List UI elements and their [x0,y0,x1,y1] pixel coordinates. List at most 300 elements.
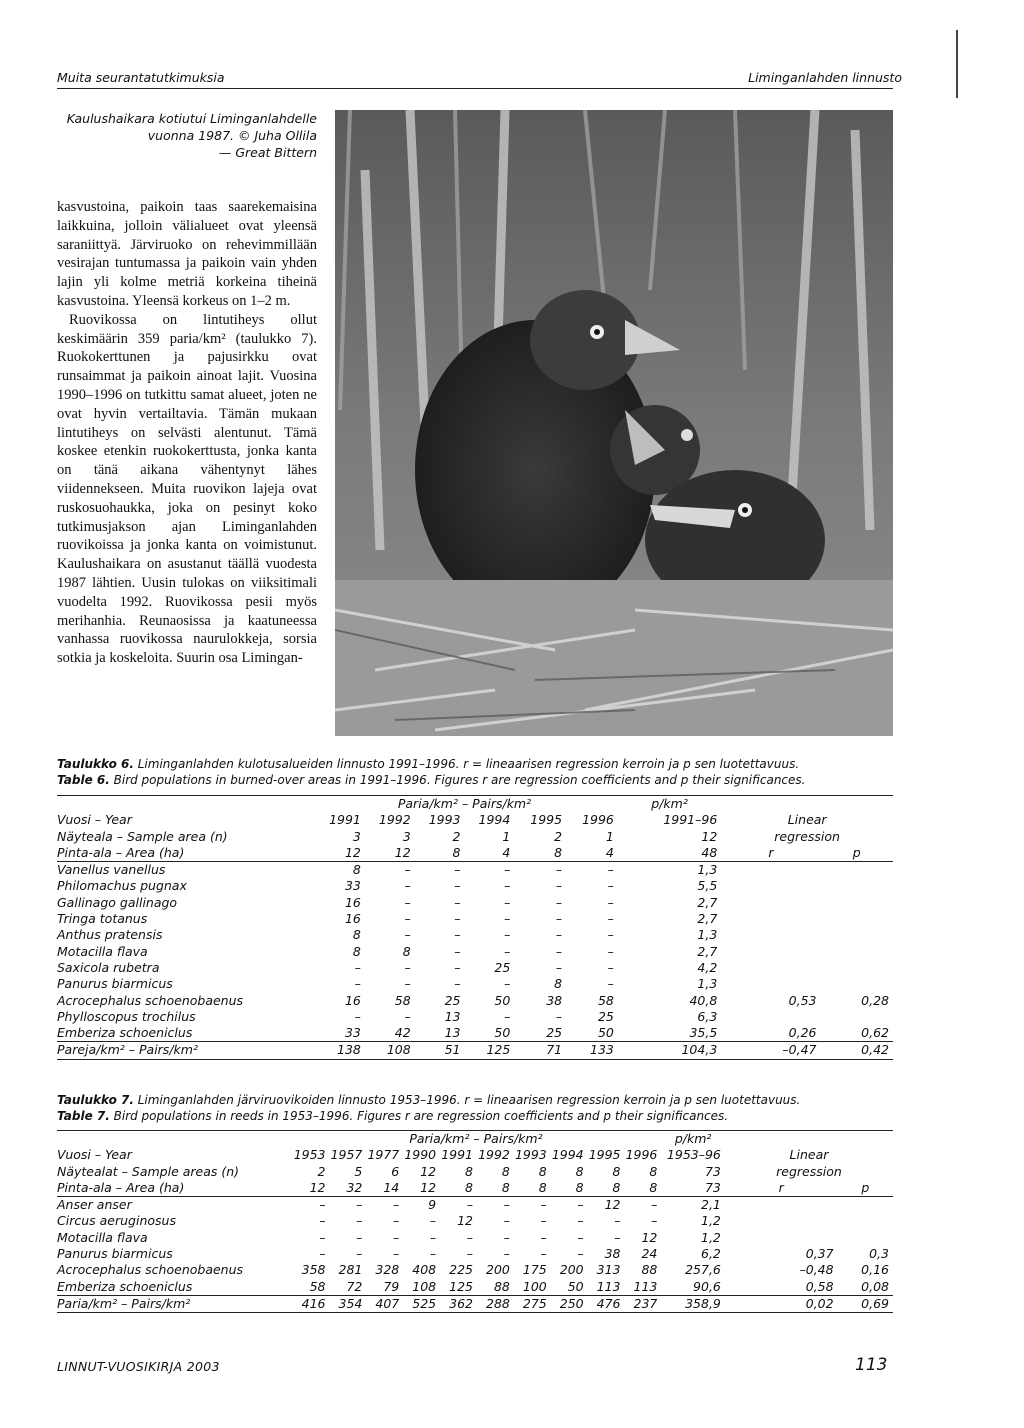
table6-cell-value: – [607,911,614,927]
table6-cell-value: 35,5 [689,1025,718,1041]
table6-year: 1995 [530,812,563,828]
table6-cell-value: – [365,862,415,879]
table7-area: 8 [612,1179,621,1195]
table6-total-value: 138 [311,1042,365,1059]
table6-sample: 3 [352,828,361,844]
table6-year-row [57,812,893,828]
table7-sample: 5 [354,1163,363,1179]
table6-p-label: p [852,844,861,860]
table6-cell-value: 16 [344,911,361,927]
table7-cell-p: 0,3 [869,1246,889,1262]
table6-total-label: Pareja/km² – Pairs/km² [57,1042,311,1059]
table7-cell-value: – [540,1246,547,1262]
table6-cell-value: 8 [402,943,411,959]
header-rule [57,88,893,89]
table7-total-value: 407 [366,1295,403,1312]
table7-cell-value: – [319,1229,326,1245]
table7-sample: 8 [501,1163,510,1179]
table6-cell-value: – [415,862,465,879]
table6-cell-value: – [404,959,411,975]
table7-cell-value: – [625,1197,662,1214]
table7-year: 1977 [367,1147,400,1163]
table6-area: 48 [701,844,718,860]
table7-group-pkm: p/km² [661,1131,725,1148]
table6-species-name: Anthus pratensis [57,927,163,943]
table6-cell-value: 50 [494,992,511,1008]
table6-species-row [57,993,893,1009]
table6-species-name: Motacilla flava [57,943,148,959]
table7-cell-r [725,1213,838,1229]
table7-total-value: 525 [403,1295,440,1312]
table7-cell-value: – [393,1213,400,1229]
table6-cell-value: 6,3 [697,1008,718,1024]
table6-r-label: r [768,844,774,860]
table7-area-label: Pinta-ala – Area (ha) [57,1179,185,1195]
table7-cell-p [838,1197,893,1214]
table7-cell-value: 175 [522,1262,547,1278]
table6-cell-p: 0,62 [861,1025,889,1041]
table6-cell-value: 2,7 [697,911,718,927]
table7-cell-value: – [429,1229,437,1245]
table7-cell-value: 113 [633,1278,658,1294]
table6-species-row [57,878,893,894]
table7-cell-value: 88 [493,1278,510,1294]
table7-cell-value: 1,2 [701,1213,721,1229]
table7-cell-r [725,1230,838,1246]
table6-cell-p [820,1009,893,1025]
table6-caption-en-label: Table 6. [57,773,110,787]
table7-cell-p: 0,16 [861,1262,889,1278]
table7-cell-value: 408 [412,1262,437,1278]
table7-total-value: 288 [477,1295,514,1312]
table6-species-name: Philomachus pugnax [57,878,187,894]
table6-cell-value: – [454,894,461,910]
table6-species-name: Panurus biarmicus [57,976,173,992]
table6-species-row [57,862,893,879]
table7-species-name: Panurus biarmicus [57,1246,173,1262]
table6-species-row [57,1025,893,1042]
table7-cell-value: – [466,1246,473,1262]
table6-cell-value: 58 [394,992,411,1008]
table7-caption-en [57,1108,893,1124]
table7-sample: 2 [317,1163,326,1179]
table6-cell-value: – [555,894,563,910]
table6-cell-value: 13 [444,1008,461,1024]
table7-cell-value: 12 [588,1197,625,1214]
table7-area: 12 [309,1179,326,1195]
table7-year: 1957 [330,1147,363,1163]
footer-publication: LINNUT-VUOSIKIRJA 2003 [57,1359,220,1374]
table6-cell-value: 8 [311,862,365,879]
table6-cell-value: – [504,894,511,910]
table6-total-p: 0,42 [820,1042,893,1059]
table6-cell-value: 1,3 [697,927,718,943]
table7-year: 1953–96 [666,1147,721,1163]
table6-cell-value: 1,3 [697,976,718,992]
table7-total-row [57,1295,893,1312]
table6-cell-r: 0,26 [788,1025,817,1041]
table7-cell-value: – [503,1229,510,1245]
table7-sample: 12 [420,1163,437,1179]
table7-total-value: 275 [514,1295,551,1312]
table6-cell-value: – [555,959,563,975]
table6-species-name: Saxicola rubetra [57,959,160,975]
table6-total-value: 51 [415,1042,465,1059]
table6-year: 1994 [478,812,511,828]
table7-cell-value: – [429,1246,437,1262]
table7-regression-label: regression [776,1163,842,1179]
table6-sample: 2 [554,828,563,844]
table6-cell-value: – [404,894,411,910]
table6-year: 1993 [428,812,461,828]
table7-cell-value: – [614,1213,621,1229]
table7-cell-value: 257,6 [685,1262,721,1278]
table7-cell-value: 38 [604,1246,621,1262]
table7-cell-value: 79 [383,1278,400,1294]
table6-cell-value: – [404,878,411,894]
table7-cell-value: 200 [559,1262,584,1278]
table6-cell-value: – [514,862,566,879]
table6-caption-en [57,772,893,788]
table7-cell-value: – [440,1197,477,1214]
table6-total-row [57,1042,893,1059]
table6-caption-en-text: Bird populations in burned-over areas in 1991–1996. Figures r are regression coefficients and p their significances. [113,773,806,787]
table7-sample-row [57,1164,893,1180]
table6-cell-value: – [454,976,461,992]
table7-cell-value: 358 [301,1262,326,1278]
table6-cell-value: 50 [597,1025,614,1041]
table6-cell-value: – [454,959,461,975]
table6-species-name: Gallinago gallinago [57,894,178,910]
table6-cell-r [721,878,820,894]
table7-area: 8 [649,1179,658,1195]
table7-cell-value: – [551,1197,588,1214]
table7-year: 1992 [478,1147,510,1163]
table6-cell-value: – [504,878,511,894]
table6-area: 8 [554,844,563,860]
table6-total-value: 104,3 [618,1042,721,1059]
table6-cell-value: 4,2 [697,959,718,975]
table7-area: 8 [538,1179,547,1195]
table7-cell-value: 2,1 [661,1197,725,1214]
table6-cell-value: – [454,943,461,959]
table6-sample: 1 [605,828,614,844]
table7-cell-value: – [651,1213,658,1229]
running-header-right: Liminganlahden linnusto [748,70,902,85]
table6-cell-value: 2,7 [697,894,718,910]
table7-area: 8 [501,1179,510,1195]
table6-regression-label: regression [774,828,840,844]
table6-sample: 3 [402,828,411,844]
table7-total-value: 416 [291,1295,330,1312]
table6-cell-value: – [404,976,411,992]
table7-species-name: Emberiza schoeniclus [57,1278,193,1294]
table6-cell-value: 25 [597,1008,614,1024]
table6-cell-value: 38 [546,992,563,1008]
table6-cell-value: 25 [494,959,511,975]
table6-sample-row [57,829,893,845]
table6-total-r: –0,47 [721,1042,820,1059]
table6-cell-value: – [504,976,511,992]
table7-r-label: r [778,1179,784,1195]
table6-cell-r [721,1009,820,1025]
table7-cell-value: 6,2 [701,1246,721,1262]
table6-cell-value: – [555,911,563,927]
table7-sample-label: Näytealat – Sample areas (n) [57,1163,240,1179]
table7 [57,1130,893,1313]
table6-total-value: 125 [465,1042,515,1059]
table6-cell-value: – [404,1008,411,1024]
table7-cell-value: 9 [403,1197,440,1214]
table7-cell-value: 113 [596,1278,621,1294]
table7-caption-fi-text: Liminganlahden järviruovikoiden linnusto 1953–1996. r = lineaarisen regression kerroin ja p sen luotettavuus. [137,1093,801,1107]
table7-sample: 8 [538,1163,547,1179]
table7-area: 12 [420,1179,437,1195]
table6-cell-value: – [607,943,614,959]
table7-cell-value: 1,2 [701,1229,721,1245]
table6-group-header [57,796,893,813]
table7-total-r: 0,02 [725,1295,838,1312]
table7-year: 1993 [514,1147,547,1163]
table7-cell-value: 12 [641,1229,658,1245]
table6-cell-value: 2,7 [697,943,718,959]
table6-cell-value: 25 [546,1025,563,1041]
table6-year-label: Vuosi – Year [57,812,132,828]
table6-cell-value: 16 [344,992,361,1008]
table6-species-name: Phylloscopus trochilus [57,1008,196,1024]
table7-species-row [57,1246,893,1262]
table7-species-name: Motacilla flava [57,1229,148,1245]
table7-cell-value: – [319,1213,326,1229]
photo-caption-line2: vuonna 1987. © Juha Ollila [147,128,317,143]
table6-cell-value: – [354,1008,361,1024]
table7-sample: 8 [649,1163,658,1179]
table7-cell-value: – [356,1246,363,1262]
table7-cell-value: – [577,1229,584,1245]
table7-cell-value: – [477,1197,514,1214]
table6-area: 4 [502,844,511,860]
table7-cell-value: 58 [309,1278,326,1294]
table7-cell-value: – [503,1246,510,1262]
table6-cell-value: – [454,927,461,943]
table7-total-value: 362 [440,1295,477,1312]
table7-total-p: 0,69 [838,1295,893,1312]
table6-cell-p [820,911,893,927]
table7-area-row [57,1180,893,1197]
table6-cell-value: – [607,976,614,992]
table7-body [57,1197,893,1296]
table6-cell-r [721,976,820,992]
table7-sample: 8 [575,1163,584,1179]
table6-cell-p [820,878,893,894]
table7-year-row [57,1147,893,1163]
table7-species-name: Circus aeruginosus [57,1213,176,1229]
table7-caption [57,1092,893,1124]
table7-cell-value: 225 [449,1262,473,1278]
body-text-column [57,198,317,668]
table7-cell-value: – [356,1213,363,1229]
table6-body [57,862,893,1042]
table6-species-name: Emberiza schoeniclus [57,1025,193,1041]
table6-species-name: Vanellus vanellus [57,862,311,879]
table6-cell-value: 13 [444,1025,461,1041]
table6-total-value: 71 [514,1042,566,1059]
table7-caption-fi [57,1092,893,1108]
table6-cell-p [820,960,893,976]
table6-cell-r [721,960,820,976]
table6-cell-value: – [404,911,411,927]
table6-area: 12 [394,844,411,860]
table6-area-row [57,845,893,862]
running-header-left: Muita seurantatutkimuksia [57,70,225,85]
table6-cell-r [721,862,820,879]
table6-caption [57,756,893,788]
table7-cell-value: – [393,1229,400,1245]
table6-area-label: Pinta-ala – Area (ha) [57,844,185,860]
table7-cell-value: – [577,1246,584,1262]
table7-total-value: 354 [330,1295,367,1312]
table7-cell-value: 108 [412,1278,437,1294]
table6-species-row [57,960,893,976]
table6-cell-value: – [454,911,461,927]
table6-cell-value: – [504,927,511,943]
photo-caption [57,110,317,161]
table7-cell-value: 24 [641,1246,658,1262]
table6-group-pkm: p/km² [618,796,721,813]
table6-cell-value: 25 [444,992,461,1008]
table7-cell-value: – [577,1213,584,1229]
table6-cell-value: 8 [554,976,563,992]
table6-species-row [57,895,893,911]
table6-cell-r [721,911,820,927]
table6-cell-value: 8 [352,943,361,959]
table7-cell-value: 200 [486,1262,510,1278]
table7-total-value: 476 [588,1295,625,1312]
table7-cell-value: 313 [596,1262,621,1278]
table7-area: 32 [346,1179,363,1195]
table7-cell-r: 0,58 [805,1278,834,1294]
table7-cell-value: – [540,1213,547,1229]
table6-sample: 1 [502,828,511,844]
table6-caption-fi-label: Taulukko 6. [57,757,134,771]
table6-cell-p [820,976,893,992]
table7-cell-value: – [540,1229,547,1245]
table7-total-value: 250 [551,1295,588,1312]
table6-cell-value: 33 [344,878,361,894]
table7-cell-value: 281 [338,1262,363,1278]
table7-species-name: Anser anser [57,1197,291,1214]
table7-cell-value: 72 [346,1278,363,1294]
table7-species-row [57,1213,893,1229]
table6-cell-value: – [354,959,361,975]
table7-cell-value: 100 [522,1278,547,1294]
table6-cell-value: – [465,862,515,879]
table7-cell-value: – [466,1229,473,1245]
page-number: 113 [855,1355,888,1375]
table6-cell-p: 0,28 [861,992,889,1008]
table7-cell-value: 90,6 [693,1278,721,1294]
table6-area: 12 [344,844,361,860]
table6-year: 1996 [582,812,614,828]
body-paragraph-1: kasvustoina, paikoin taas saarekemaisina laikkuina, jolloin välialueet ovat yleensä saraniittyä. Järviruoko on rehevimmillään vesirajan tuntumassa ja paikoin vain yhden lajin yli kolme metriä korkeina tiheinä kasvustoina. Yleensä korkeus on 1–2 m. [57,199,317,309]
table6-cell-value: – [566,862,618,879]
table6-cell-p [820,927,893,943]
table7-cell-value: – [330,1197,367,1214]
table7-cell-value: – [514,1197,551,1214]
table7-cell-value: – [356,1229,363,1245]
table6-cell-r: 0,53 [788,992,817,1008]
table6-cell-value: – [354,976,361,992]
table7-cell-value: 12 [457,1213,473,1229]
table7-total-value: 358,9 [661,1295,725,1312]
table6-species-row [57,927,893,943]
table6-sample: 2 [452,828,461,844]
table6-cell-value: 33 [344,1025,361,1041]
page-edge-line [956,30,958,98]
table6-cell-p [820,895,893,911]
table7-cell-value: – [291,1197,330,1214]
table7-area: 14 [383,1179,400,1195]
table6-cell-r [721,944,820,960]
table6-area: 4 [605,844,614,860]
table7-sample: 8 [465,1163,473,1179]
table6-area: 8 [452,844,461,860]
table7-cell-value: – [614,1229,621,1245]
table7-cell-value: – [393,1246,400,1262]
table7-cell-value: – [429,1213,437,1229]
table7-group-header [57,1131,893,1148]
table6-cell-value: – [504,943,511,959]
table6-species-name: Acrocephalus schoenobaenus [57,992,244,1008]
table7-cell-r: –0,48 [799,1262,834,1278]
table6-cell-value: 8 [352,927,361,943]
table7-cell-p [838,1213,893,1229]
table7-species-row [57,1197,893,1214]
photo-caption-line3: — Great Bittern [218,145,317,160]
table6-sample: 12 [701,828,718,844]
table6-cell-value: 42 [394,1025,411,1041]
table6-total-value: 133 [566,1042,618,1059]
table6-cell-value: – [555,927,563,943]
table6-cell-value: 58 [597,992,614,1008]
table7-total-label: Paria/km² – Pairs/km² [57,1295,291,1312]
table7-cell-value: – [503,1213,510,1229]
table6-cell-value: – [607,894,614,910]
photo-illustration [335,110,893,736]
table6-cell-value: – [404,927,411,943]
table6-caption-fi [57,756,893,772]
table6-cell-p [820,862,893,879]
table6-year: 1992 [378,812,411,828]
table7-linear-label: Linear [789,1147,829,1163]
table7-cell-value: – [366,1197,403,1214]
table7-cell-r [725,1197,838,1214]
table7-year: 1995 [588,1147,621,1163]
table6-linear-label: Linear [787,812,827,828]
table6-total-value: 108 [365,1042,415,1059]
table7-cell-p: 0,08 [861,1278,889,1294]
table7-caption-en-label: Table 7. [57,1109,110,1123]
table6-cell-value: 16 [344,894,361,910]
table7-caption-en-text: Bird populations in reeds in 1953–1996. Figures r are regression coefficients and p their significances. [113,1109,729,1123]
table6-cell-value: – [607,927,614,943]
table6-cell-value: – [555,878,563,894]
table7-year: 1991 [441,1147,473,1163]
table6-cell-value: – [555,1008,563,1024]
table7-year: 1994 [551,1147,584,1163]
table7-cell-value: 328 [375,1262,400,1278]
table7-species-row [57,1279,893,1296]
